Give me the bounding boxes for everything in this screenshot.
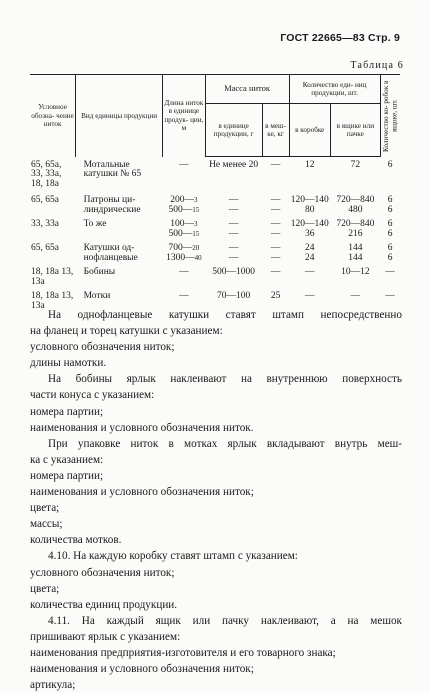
packaging-table (30, 74, 400, 312)
paragraph: На однофланцевые катушки ставят штамп непосредственно (48, 309, 402, 321)
col-boxes: Количество ко- робок в ящике, шт. (380, 75, 400, 157)
paragraph: На бобины ярлык наклеивают на внутреннюю поверхность (48, 373, 402, 386)
table-row: 65, 65а Патроны ци- линдрические 200—3 500—15 — — — — 120—140 80 720—840 480 6 6 (31, 195, 393, 216)
col-mass-group: Масса ниток (205, 75, 289, 104)
paragraph: наименования и условного обозначения ниток; (30, 663, 254, 676)
paragraph: цвета; (30, 582, 60, 595)
paragraph: количества единиц продукции. (30, 598, 178, 611)
table-caption: Таблица 6 (350, 60, 404, 71)
paragraph: части конуса с указанием: (30, 389, 155, 402)
table-row: 65, 65а, 33, 33а, 18, 18а Мотальные катушки № 65 — Не менее 20 — 12 72 6 (31, 159, 393, 190)
table-row: 65, 65а Катушки од- нофланцевые 700—20 1300—40 — — — — 24 24 144 144 6 6 (31, 243, 393, 264)
paragraph: условного обозначения ниток; (30, 566, 175, 579)
paragraph: количества мотков. (30, 534, 122, 547)
col-count-group: Количество еди- ниц продукции, шт. (289, 75, 380, 104)
paragraph: 4.11. На каждый ящик или пачку наклеивают, а на мешок (48, 614, 402, 627)
col-length: Длина ниток в единице продук- ции, м (163, 75, 205, 157)
col-count-box: в коробке (289, 104, 330, 157)
paragraph: При упаковке ниток в мотках ярлык вкладывают внутрь меш- (48, 437, 402, 450)
page-header: ГОСТ 22665—83 Стр. 9 (280, 32, 400, 44)
paragraph: номера партии; (30, 469, 104, 482)
col-count-case: в ящике или пачке (330, 104, 380, 157)
paragraph: наименования предприятия-изготовителя и его товарного знака; (30, 646, 336, 659)
paragraph: номера партии; (30, 405, 104, 418)
col-unit: Вид единицы продукции (76, 75, 163, 157)
table-row: 33, 33а То же 100—3 500—15 — — — — 120—140 36 720—840 216 6 6 (31, 219, 393, 240)
paragraph: ка с указанием: (30, 453, 104, 466)
table-row: 18, 18а 13, 13а Бобины — 500—1000 — — 10—12 — (31, 267, 395, 288)
paragraph: массы; (30, 518, 63, 531)
paragraph: пришивают ярлык с указанием: (30, 630, 181, 643)
paragraph: 4.10. На каждую коробку ставят штамп с указанием: (48, 550, 298, 563)
paragraph: артикула; (30, 679, 76, 692)
body-text (30, 307, 402, 693)
table-row: 18, 18а 13, 13а Мотки — 70—100 25 — — — (31, 291, 395, 312)
paragraph: на фланец и торец катушки с указанием: (30, 325, 223, 338)
col-numbers: Условное обозна- чение ниток (30, 75, 76, 157)
col-mass-bag: в меш- ке, кг (262, 104, 289, 157)
paragraph: условного обозначения ниток; (30, 341, 175, 354)
paragraph: наименования и условного обозначения ниток. (30, 421, 254, 434)
paragraph: цвета; (30, 502, 60, 515)
col-mass-unit: в единице продукции, г (205, 104, 262, 157)
paragraph: наименования и условного обозначения ниток; (30, 486, 254, 499)
paragraph: длины намотки. (30, 357, 107, 370)
